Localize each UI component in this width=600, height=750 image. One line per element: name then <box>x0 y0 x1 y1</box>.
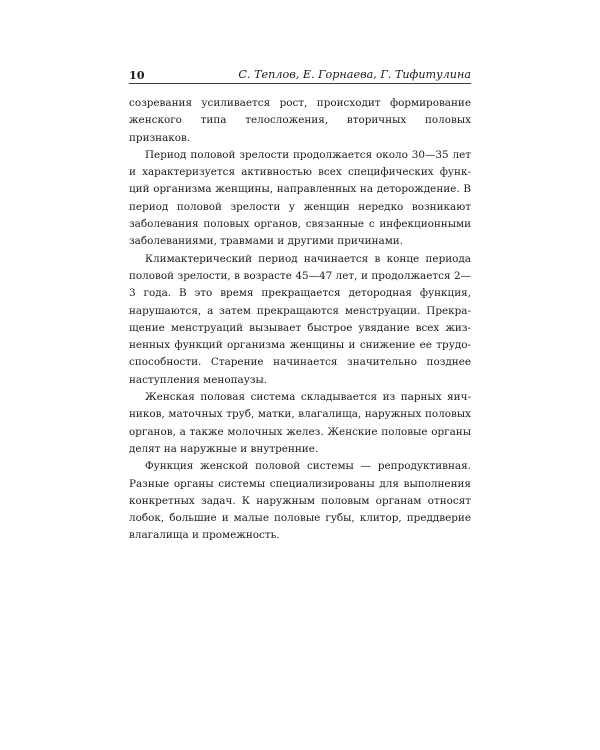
paragraph-climacteric-period: Климактерический период начинается в конце периода половой зрелости, в возрасте 45—47 лет, и продолжается 2—3 года. В это время прекращается детородная функция, нарушаются, а затем прекращаются менструации. Прекращение менструаций вызывает быстрое увядание всех жизненных функций организма женщины и снижение ее трудоспособности. Старение начинается значительно позднее наступления менопаузы. <box>129 252 471 386</box>
paragraph-maturity-period: Период половой зрелости продолжается около 30—35 лет и характеризуется активностью всех специфических функций организма женщины, направленных на деторождение. В период половой зрелости у женщин нередко возникают заболевания половых органов, связанные с инфекционными заболеваниями, травмами и другими причинами. <box>129 148 471 248</box>
paragraph-continuation: созревания усиливается рост, происходит формирование женского типа телосложения, вторичных половых признаков. <box>129 97 471 144</box>
running-head-authors: С. Теплов, Е. Горнаева, Г. Тифитулина <box>238 68 471 81</box>
paragraph-reproductive-system: Женская половая система складывается из парных яичников, маточных труб, матки, влагалища, наружных половых органов, а также молочных желез. Женские половые органы делят на наружные и внутренние. <box>129 391 471 455</box>
page-number: 10 <box>129 68 145 82</box>
running-head <box>129 64 471 82</box>
paragraph-reproductive-function: Функция женской половой системы — репродуктивная. Разные органы системы специализированы для выполнения конкретных задач. К наружным половым органам относят лобок, большие и малые половые губы, клитор, преддверие влагалища и промежность. <box>129 460 471 542</box>
body-text <box>129 95 471 545</box>
header-rule <box>129 83 471 84</box>
